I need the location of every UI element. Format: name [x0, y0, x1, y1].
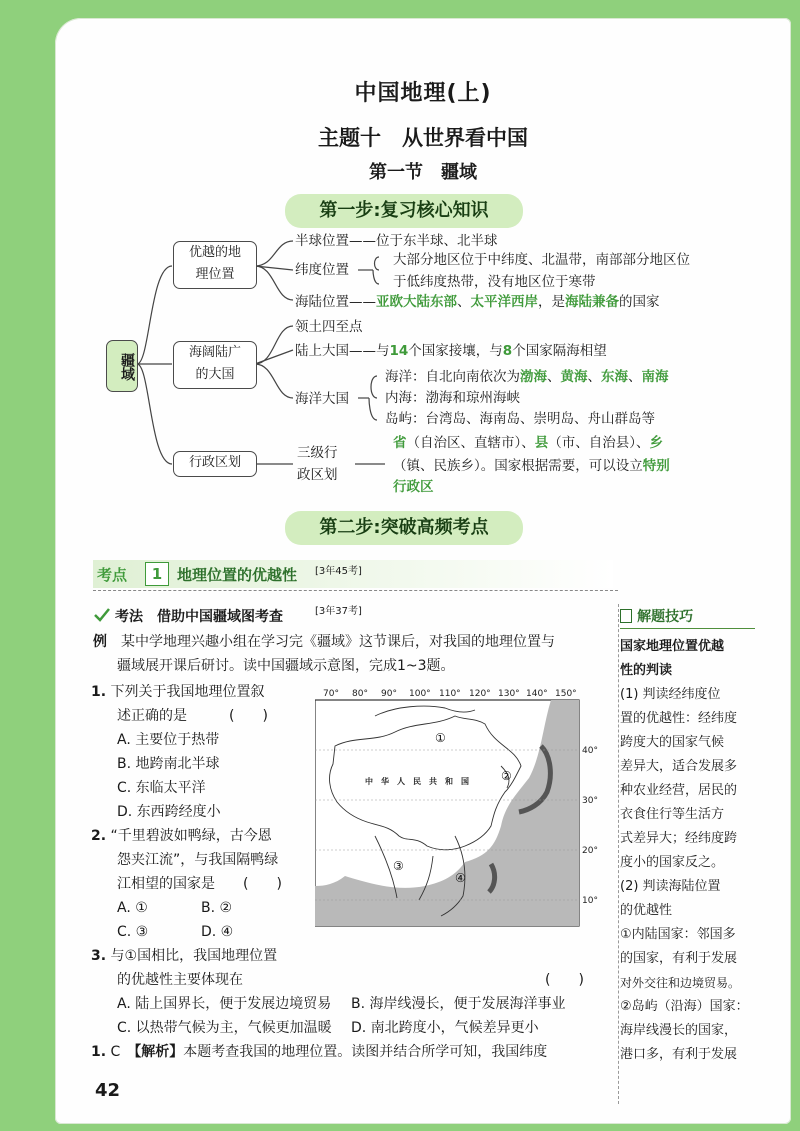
branch-admin-division: 行政区划 — [173, 451, 257, 477]
step1-banner: 第一步:复习核心知识 — [285, 194, 523, 228]
option[interactable]: C. 东临太平洋 — [117, 780, 206, 796]
option[interactable]: A. 主要位于热带 — [117, 732, 220, 748]
branch-label: 优越的地 — [188, 245, 241, 260]
marker-4: ④ — [455, 871, 466, 885]
lon-label: 70° — [323, 689, 339, 699]
tips-title-l1: 国家地理位置优越 — [620, 639, 725, 654]
question-2-stem3: 江相望的国家是 ( ) — [117, 876, 282, 892]
tips-line: 差异大，适合发展多 — [620, 759, 738, 774]
kaodian-divider — [93, 590, 618, 591]
kaodian-number: 1 — [145, 562, 169, 586]
tips-line: ②岛屿（沿海）国家： — [620, 999, 749, 1014]
example-line1: 例 某中学地理兴趣小组在学习完《疆域》这节课后，对我国的地理位置与 — [93, 634, 555, 650]
marker-2: ② — [501, 769, 512, 783]
branch-location-advantage — [173, 241, 257, 289]
tips-line: 的优越性 — [620, 903, 673, 918]
sea-power-key: 海洋大国 — [295, 391, 349, 407]
tips-line: 置的优越性：经纬度 — [620, 711, 738, 726]
lon-label: 110° — [439, 689, 461, 699]
inland-sea-line: 内海：渤海和琼州海峡 — [385, 390, 520, 406]
option[interactable]: D. ④ — [201, 924, 234, 940]
kaofa-title: 考法 借助中国疆域图考查 — [115, 609, 283, 625]
marker-3: ③ — [393, 859, 404, 873]
latitude-key: 纬度位置 — [295, 262, 349, 278]
example-line2: 疆域展开课后研讨。读中国疆域示意图，完成1~3题。 — [117, 658, 455, 674]
tips-line: 度小的国家反之。 — [620, 855, 725, 870]
admin-text-line1: 省（自治区、直辖市）、县（市、自治县）、乡 — [393, 435, 663, 451]
tips-line: 海岸线漫长的国家， — [620, 1023, 738, 1038]
theme-title: 主题十 从世界看中国 — [318, 126, 528, 150]
kaodian-frequency: [3年45考] — [315, 566, 362, 577]
lon-label: 90° — [381, 689, 397, 699]
tips-line: 种农业经营，居民的 — [620, 783, 738, 798]
lat-label: 20° — [582, 846, 598, 856]
section-title: 第一节 疆域 — [369, 162, 477, 183]
question-1: 1. 下列关于我国地理位置叙 — [91, 684, 265, 700]
marker-1: ① — [435, 731, 446, 745]
lon-label: 130° — [498, 689, 520, 699]
tips-line: 对外交往和边境贸易。 — [620, 976, 741, 990]
option[interactable]: C. 以热带气候为主，气候更加温暖 — [117, 1020, 332, 1036]
lat-label: 40° — [582, 746, 598, 756]
page — [55, 18, 791, 1124]
tips-line: (1) 判读经纬度位 — [620, 687, 721, 702]
option[interactable]: A. 陆上国界长，便于发展边境贸易 — [117, 996, 332, 1012]
three-level-key-l2: 政区划 — [297, 467, 338, 483]
tips-header: 解题技巧 — [620, 606, 755, 629]
kaofa-frequency: [3年37考] — [315, 606, 362, 617]
kaodian-bar — [93, 560, 613, 588]
three-level-key-l1: 三级行 — [297, 445, 338, 461]
china-territory-map — [315, 686, 605, 930]
answer-line: 1. C 【解析】本题考查我国的地理位置。读图并结合所学可知，我国纬度 — [91, 1044, 548, 1060]
mind-map-root: 疆域 — [106, 340, 138, 392]
option[interactable]: B. ② — [201, 900, 233, 916]
lon-label: 140° — [526, 689, 548, 699]
solving-tips-sidebar — [620, 606, 755, 1067]
question-3: 3. 与①国相比，我国地理位置 — [91, 948, 278, 964]
question-1-stem2: 述正确的是 ( ) — [117, 708, 268, 724]
option[interactable]: D. 南北跨度小，气候差异更小 — [351, 1020, 539, 1036]
check-icon — [93, 607, 111, 623]
option[interactable]: C. ③ — [117, 924, 149, 940]
question-3-stem2: 的优越性主要体现在 — [117, 972, 243, 988]
admin-text-line2: （镇、民族乡）。国家根据需要，可以设立特别 — [393, 458, 670, 474]
tips-title-l2: 性的判读 — [620, 663, 673, 678]
tips-line: (2) 判读海陆位置 — [620, 879, 721, 894]
branch-large-country — [173, 341, 257, 389]
kaodian-title: 地理位置的优越性 — [177, 566, 298, 584]
lon-label: 120° — [469, 689, 491, 699]
option[interactable]: D. 东西跨经度小 — [117, 804, 221, 820]
branch-label: 理位置 — [195, 267, 235, 282]
hemisphere-item: 半球位置——位于东半球、北半球 — [295, 233, 498, 249]
country-label: 中 华 人 民 共 和 国 — [365, 777, 469, 786]
sea-land-item: 海陆位置——亚欧大陆东部、太平洋西岸，是海陆兼备的国家 — [295, 294, 660, 310]
latitude-text-line2: 于低纬度热带，没有地区位于寒带 — [393, 274, 596, 290]
branch-label: 海阔陆广 — [188, 345, 241, 360]
lon-label: 150° — [555, 689, 577, 699]
book-title: 中国地理(上) — [354, 81, 492, 106]
latitude-text-line1: 大部分地区位于中纬度、北温带，南部部分地区位 — [393, 252, 690, 268]
branch-label: 的大国 — [195, 367, 235, 382]
lat-label: 30° — [582, 796, 598, 806]
seas-line: 海洋：自北向南依次为渤海、黄海、东海、南海 — [385, 369, 669, 385]
tips-line: 跨度大的国家气候 — [620, 735, 725, 750]
tips-line: 港口多，有利于发展 — [620, 1047, 738, 1062]
option[interactable]: B. 海岸线漫长，便于发展海洋事业 — [351, 996, 566, 1012]
admin-text-line3: 行政区 — [393, 479, 434, 495]
step2-banner: 第二步:突破高频考点 — [285, 511, 523, 545]
question-3-paren: ( ) — [545, 972, 584, 988]
tips-line: 衣食住行等生活方 — [620, 807, 725, 822]
lon-label: 80° — [352, 689, 368, 699]
extreme-points-item: 领土四至点 — [295, 319, 363, 335]
option[interactable]: B. 地跨南北半球 — [117, 756, 220, 772]
option[interactable]: A. ① — [117, 900, 148, 916]
lat-label: 10° — [582, 896, 598, 906]
lon-label: 100° — [409, 689, 431, 699]
islands-line: 岛屿：台湾岛、海南岛、崇明岛、舟山群岛等 — [385, 411, 655, 427]
tips-line: 的国家，有利于发展 — [620, 951, 738, 966]
page-number: 42 — [95, 1080, 121, 1101]
question-2: 2. “千里碧波如鸭绿，古今恩 — [91, 828, 272, 844]
land-power-item: 陆上大国——与14个国家接壤，与8个国家隔海相望 — [295, 343, 607, 359]
tips-line: ①内陆国家：邻国多 — [620, 927, 736, 942]
tips-line: 式差异大；经纬度跨 — [620, 831, 738, 846]
question-2-stem2: 怨夹江流”，与我国隔鸭绿 — [117, 852, 279, 868]
book-icon — [620, 609, 632, 623]
kaodian-tag: 考点 — [97, 566, 128, 584]
